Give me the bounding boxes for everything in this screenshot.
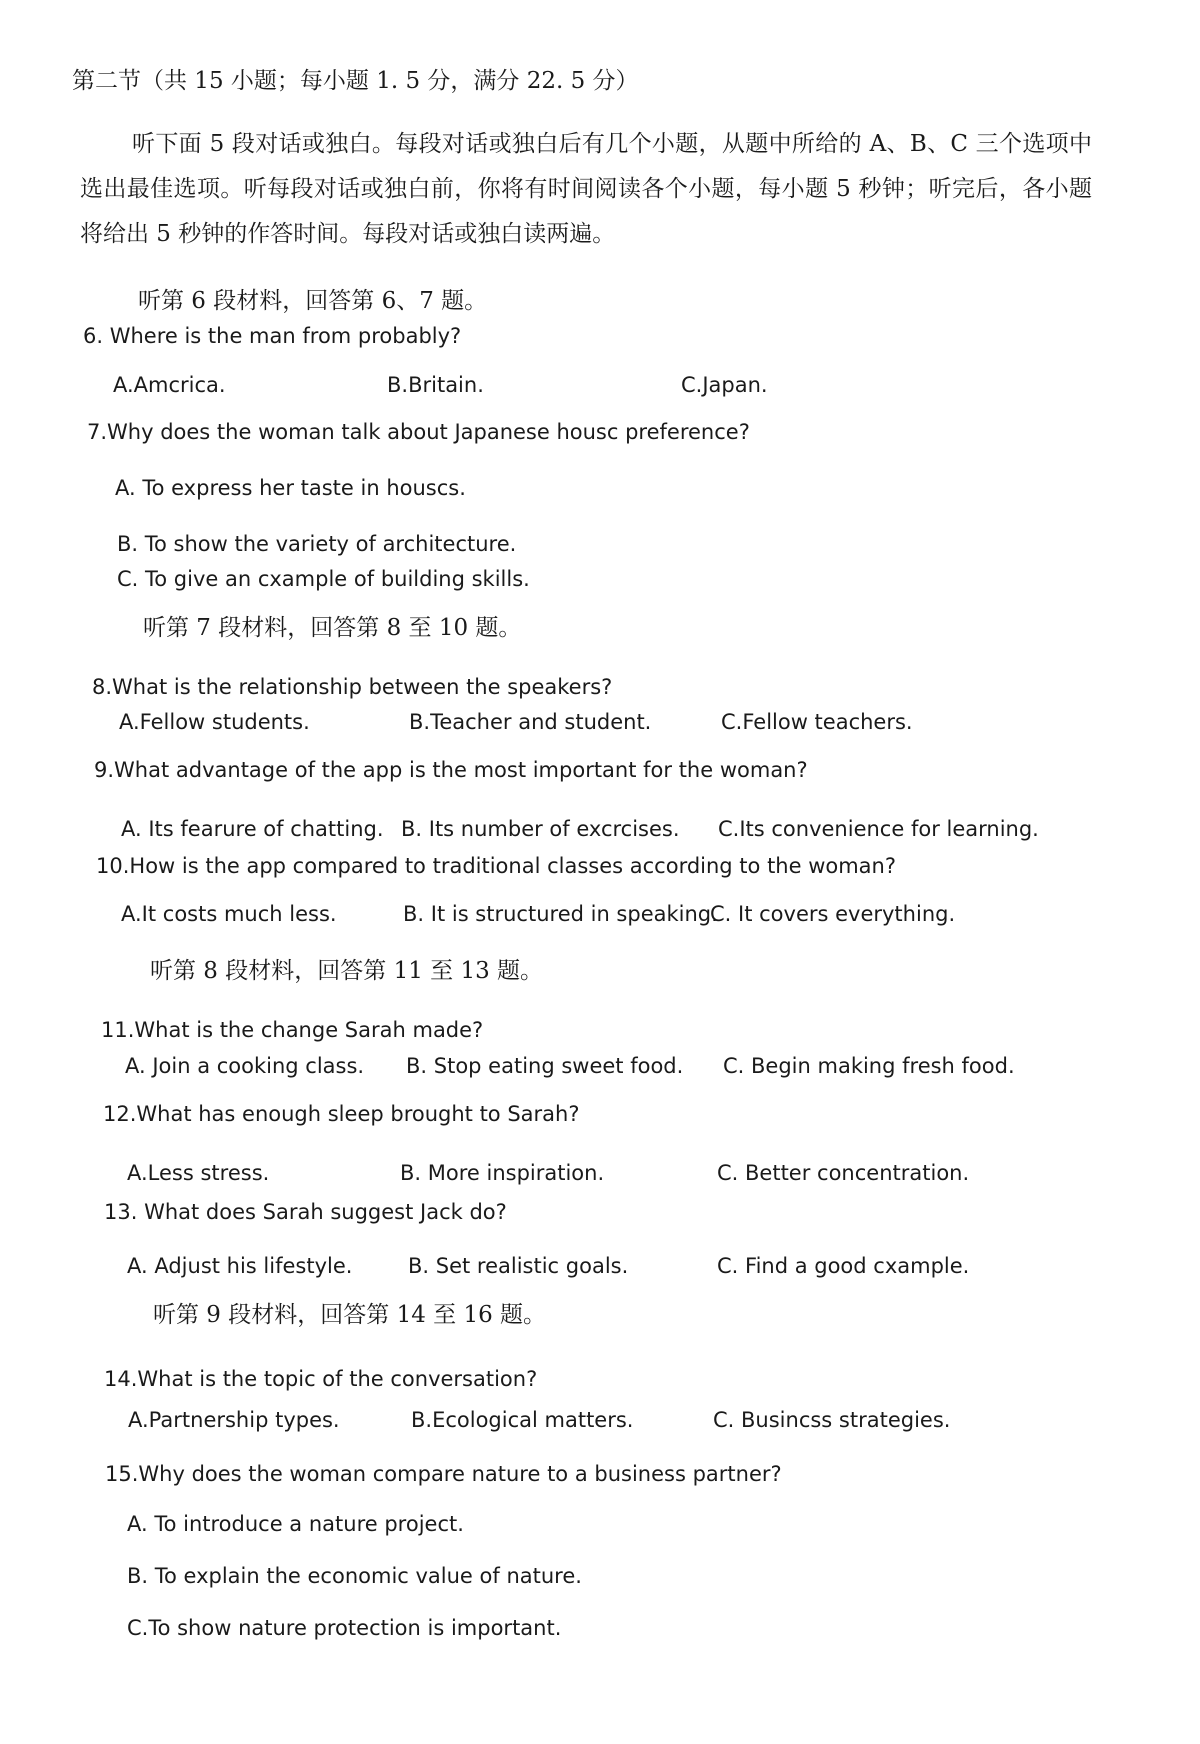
question-6: 6. Where is the man from probably?	[83, 324, 462, 348]
question-13-option-c: C. Find a good cxample.	[717, 1254, 970, 1278]
instructions-paragraph: 听下面 5 段对话或独白。每段对话或独白后有几个小题，从题中所给的 A、B、C 三个选项中选出最佳选项。听每段对话或独白前，你将有时间阅读各个小题，每小题 5 秒钟；听完后，各小题将给出 5 秒钟的作答时间。每段对话或独白读两遍。	[80, 131, 1092, 247]
question-7: 7.Why does the woman talk about Japanese housc preference?	[87, 420, 750, 444]
question-12: 12.What has enough sleep brought to Sarah?	[103, 1102, 580, 1126]
question-11: 11.What is the change Sarah made?	[101, 1018, 484, 1042]
question-9: 9.What advantage of the app is the most important for the woman?	[94, 758, 808, 782]
question-8: 8.What is the relationship between the speakers?	[92, 675, 613, 699]
question-13-option-b: B. Set realistic goals.	[408, 1254, 629, 1278]
passage-7-heading: 听第 7 段材料，回答第 8 至 10 题。	[143, 615, 522, 641]
question-15-option-b: B. To explain the economic value of nature.	[127, 1564, 582, 1588]
question-10-option-a: A.It costs much less.	[121, 902, 337, 926]
question-15-option-a: A. To introduce a nature project.	[127, 1512, 464, 1536]
question-13-option-a: A. Adjust his lifestyle.	[127, 1254, 353, 1278]
question-6-option-a: A.Amcrica.	[113, 373, 226, 397]
question-8-option-a: A.Fellow students.	[119, 710, 310, 734]
question-14-option-b: B.Ecological matters.	[411, 1408, 634, 1432]
question-9-option-a: A. Its fearure of chatting.	[121, 817, 384, 841]
passage-9-heading: 听第 9 段材料，回答第 14 至 16 题。	[153, 1302, 547, 1328]
question-7-option-b: B. To show the variety of architecture.	[117, 532, 517, 556]
question-8-option-c: C.Fellow teachers.	[721, 710, 913, 734]
question-11-option-b: B. Stop eating sweet food.	[406, 1054, 684, 1078]
question-11-option-c: C. Begin making fresh food.	[723, 1054, 1015, 1078]
question-7-option-a: A. To express her taste in houscs.	[115, 476, 466, 500]
question-12-option-b: B. More inspiration.	[400, 1161, 605, 1185]
section-header: 第二节（共 15 小题；每小题 1. 5 分，满分 22. 5 分）	[72, 68, 639, 94]
question-15-option-c: C.To show nature protection is important.	[127, 1616, 562, 1640]
question-6-option-c: C.Japan.	[681, 373, 768, 397]
question-11-option-a: A. Join a cooking class.	[125, 1054, 365, 1078]
question-12-option-c: C. Better concentration.	[717, 1161, 970, 1185]
question-7-option-c: C. To give an cxample of building skills.	[117, 567, 530, 591]
question-14: 14.What is the topic of the conversation?	[104, 1367, 538, 1391]
question-10-option-b: B. It is structured in speaking.	[403, 902, 718, 926]
question-14-option-a: A.Partnership types.	[128, 1408, 340, 1432]
question-15: 15.Why does the woman compare nature to a business partner?	[105, 1462, 782, 1486]
question-13: 13. What does Sarah suggest Jack do?	[104, 1200, 507, 1224]
passage-6-heading: 听第 6 段材料，回答第 6、7 题。	[138, 288, 488, 314]
question-10-option-c: C. It covers everything.	[710, 902, 956, 926]
question-14-option-c: C. Busincss strategies.	[713, 1408, 951, 1432]
question-10: 10.How is the app compared to traditional classes according to the woman?	[96, 854, 897, 878]
question-9-option-b: B. Its number of excrcises.	[401, 817, 680, 841]
passage-8-heading: 听第 8 段材料，回答第 11 至 13 题。	[150, 958, 544, 984]
question-12-option-a: A.Less stress.	[127, 1161, 270, 1185]
question-9-option-c: C.Its convenience for learning.	[718, 817, 1039, 841]
question-6-option-b: B.Britain.	[387, 373, 484, 397]
question-8-option-b: B.Teacher and student.	[409, 710, 652, 734]
